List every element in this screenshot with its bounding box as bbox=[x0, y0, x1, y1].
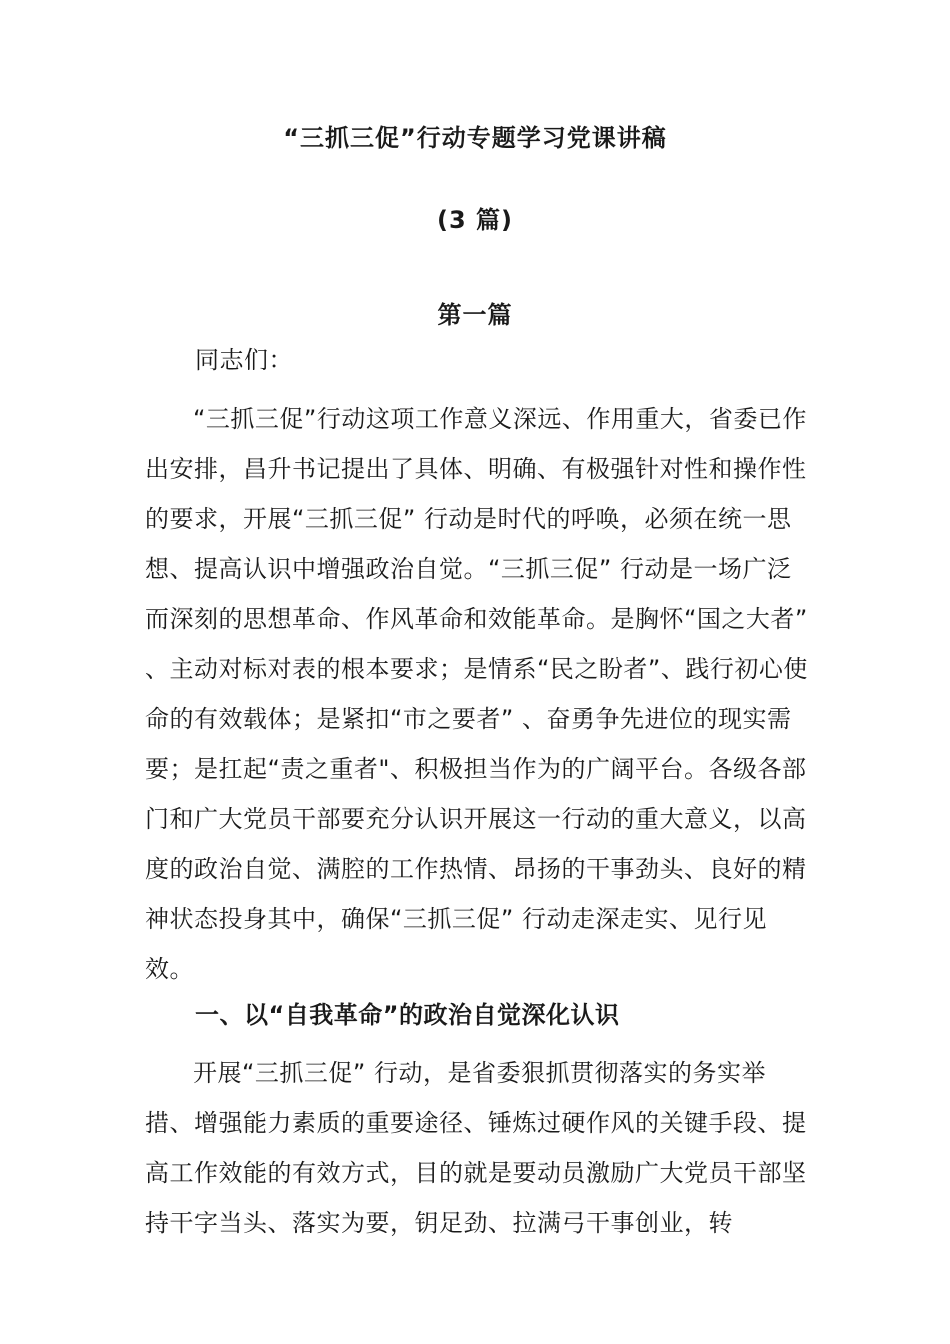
document-subtitle: (3 篇) bbox=[437, 206, 513, 234]
paragraph-2: 开展“三抓三促” 行动，是省委狠抓贯彻落实的务实举措、增强能力素质的重要途径、锤炼过硬作风的关键手段、提高工作效能的有效方式，目的就是要动员激励广大党员干部坚持干字当头、落实为要，钥足劲、拉满弓干事创业，转 bbox=[145, 1059, 807, 1237]
paragraph-1: “三抓三促”行动这项工作意义深远、作用重大，省委已作出安排，昌升书记提出了具体、明确、有极强针对性和操作性的要求，开展“三抓三促” 行动是时代的呼唤，必须在统一思想、提高认识中增强政治自觉。“三抓三促” 行动是一场广泛而深刻的思想革命、作风革命和效能革命。是胸怀“国之大者” 、主动对标对表的根本要求；是情系“民之盼者”、践行初心使命的有效载体；是紧扣“市之要者” 、奋勇争先进位的现实需要；是扛起“责之重者"、积极担当作为的广阔平台。各级各部门和广大党员干部要充分认识开展这一行动的重大意义，以高度的政治自觉、满腔的工作热情、昂扬的干事劲头、良好的精神状态投身其中，确保“三抓三促” 行动走深走实、见行见效。 bbox=[145, 405, 808, 983]
document-title: “三抓三促”行动专题学习党课讲稿 bbox=[283, 124, 667, 152]
section-heading-1: 一、以“自我革命”的政治自觉深化认识 bbox=[195, 1001, 620, 1029]
section-title: 第一篇 bbox=[437, 301, 513, 329]
salutation: 同志们： bbox=[195, 346, 293, 374]
